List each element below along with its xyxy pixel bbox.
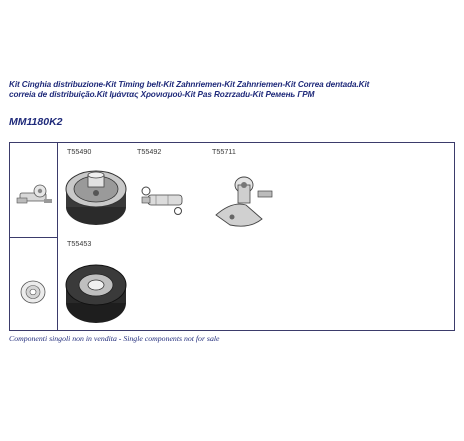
tensioner-arm-icon — [210, 171, 280, 231]
kit-description-line-2: correia de distribuição.Kit Ιμάντας Χρονισμού-Kit Pas Rozrzadu-Kit Ремень ГРМ — [9, 89, 315, 99]
tensioner-damper-icon — [138, 183, 188, 217]
tensioner-pulley-icon — [63, 167, 129, 229]
components-table — [9, 142, 455, 331]
part-code-t55490: T55490 — [67, 147, 92, 156]
idler-pulley-icon — [63, 261, 129, 327]
footnote: Componenti singoli non in vendita - Single components not for sale — [9, 334, 220, 343]
part-code-t55711: T55711 — [212, 147, 236, 156]
row-1-category-icon — [14, 181, 54, 209]
column-divider — [57, 143, 58, 330]
row-divider — [10, 237, 57, 238]
part-code-t55492: T55492 — [137, 147, 162, 156]
kit-description-line-1: Kit Cinghia distribuzione-Kit Timing belt-Kit Zahnriemen-Kit Zahnriemen-Kit Correa dentada.Kit — [9, 80, 370, 89]
row-2-category-icon — [16, 276, 52, 306]
part-code-t55453: T55453 — [67, 239, 92, 248]
kit-code: MM1180K2 — [9, 116, 63, 128]
kit-description — [9, 80, 449, 99]
